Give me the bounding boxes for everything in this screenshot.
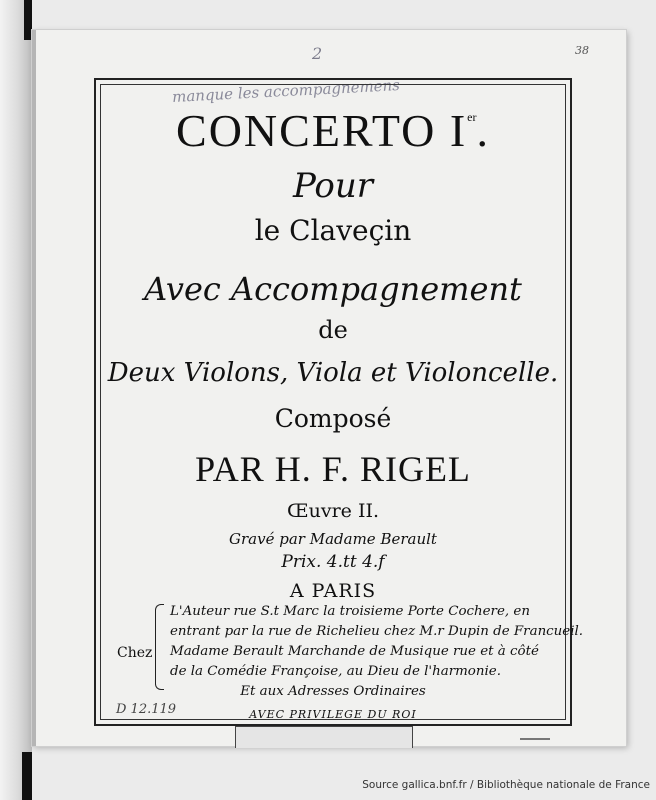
address-line-3: Madame Berault Marchande de Musique rue et à côté (170, 644, 539, 659)
concerto-title-suffix: er (467, 110, 477, 124)
concerto-title: CONCERTO Ier. (176, 105, 490, 156)
city-line: A PARIS (289, 580, 377, 602)
page-edge (32, 30, 36, 746)
source-credit: Source gallica.bnf.fr / Bibliothèque nationale de France (362, 779, 650, 791)
address-line-4: de la Comédie Françoise, au Dieu de l'harmonie. (170, 664, 501, 679)
binding-shadow-bottom (22, 752, 32, 800)
address-line-5: Et aux Adresses Ordinaires (240, 684, 426, 699)
chez-label: Chez (117, 645, 153, 661)
privilege-line: AVEC PRIVILEGE DU ROI (249, 708, 417, 721)
shelfmark-stamp: D 12.119 (116, 702, 177, 717)
next-page-mark (520, 738, 550, 740)
pencil-number: 2 (312, 44, 323, 63)
address-line-1: L'Auteur rue S.t Marc la troisieme Porte Cochere, en (170, 604, 530, 619)
address-line-2: entrant par la rue de Richelieu chez M.r Dupin de Francueil. (170, 624, 584, 639)
engraver-line: Gravé par Madame Berault (229, 530, 437, 548)
binding-strip (0, 0, 32, 800)
accompaniment-line: Avec Accompagnement (144, 270, 522, 308)
next-page-tab (235, 726, 413, 748)
binding-shadow-top (24, 0, 32, 40)
instruments-line: Deux Violons, Viola et Violoncelle. (107, 358, 559, 388)
price-line: Prix. 4.tt 4.f (281, 552, 385, 572)
pencil-annotation: manque les accompagnemens (171, 76, 401, 106)
compose-line: Composé (274, 404, 392, 433)
opus-line: Œuvre II. (287, 500, 379, 522)
concerto-title-main: CONCERTO I (176, 105, 468, 156)
instrument-line: le Claveçin (254, 214, 412, 247)
folio-number: 38 (575, 44, 589, 57)
composer-line: PAR H. F. RIGEL (195, 449, 471, 489)
pour-line: Pour (292, 166, 374, 206)
de-line: de (318, 316, 348, 344)
address-brace (155, 604, 164, 690)
